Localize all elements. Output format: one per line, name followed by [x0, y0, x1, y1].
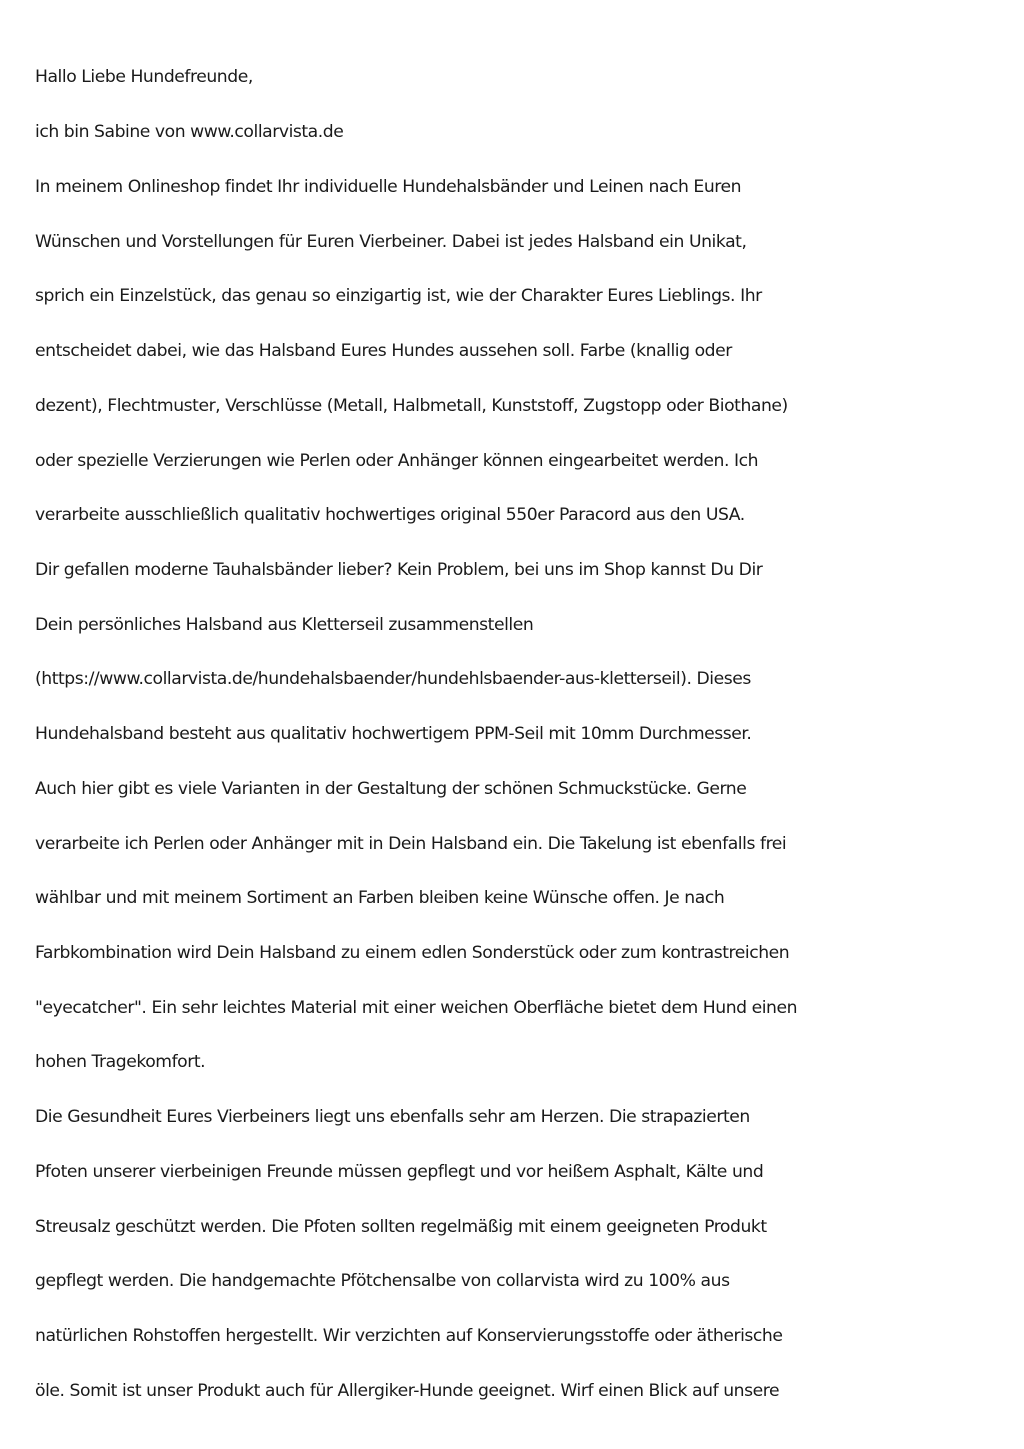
text-line: Auch hier gibt es viele Varianten in der Gestaltung der schönen Schmuckstücke. Gerne [35, 779, 747, 799]
text-line: oder spezielle Verzierungen wie Perlen oder Anhänger können eingearbeitet werden. Ich [35, 451, 759, 471]
text-line: dezent), Flechtmuster, Verschlüsse (Metall, Halbmetall, Kunststoff, Zugstopp oder Biothane) [35, 396, 788, 416]
text-line: Streusalz geschützt werden. Die Pfoten sollten regelmäßig mit einem geeigneten Produkt [35, 1217, 767, 1237]
text-line: natürlichen Rohstoffen hergestellt. Wir verzichten auf Konservierungsstoffe oder ätherische [35, 1326, 783, 1346]
text-line: öle. Somit ist unser Produkt auch für Allergiker-Hunde geeignet. Wirf einen Blick auf unsere [35, 1381, 780, 1401]
text-line: ich bin Sabine von www.collarvista.de [35, 122, 344, 142]
text-line: hohen Tragekomfort. [35, 1052, 206, 1072]
text-line: Wünschen und Vorstellungen für Euren Vierbeiner. Dabei ist jedes Halsband ein Unikat, [35, 232, 747, 252]
text-line: Pfoten unserer vierbeinigen Freunde müssen gepflegt und vor heißem Asphalt, Kälte und [35, 1162, 764, 1182]
text-line: sprich ein Einzelstück, das genau so einzigartig ist, wie der Charakter Eures Lieblings. Ihr [35, 286, 762, 306]
text-line: gepflegt werden. Die handgemachte Pfötchensalbe von collarvista wird zu 100% aus [35, 1271, 730, 1291]
text-line: verarbeite ich Perlen oder Anhänger mit in Dein Halsband ein. Die Takelung ist ebenfalls frei [35, 834, 787, 854]
text-line: entscheidet dabei, wie das Halsband Eures Hundes aussehen soll. Farbe (knallig oder [35, 341, 732, 361]
link-text-line: (https://www.collarvista.de/hundehalsbaender/hundehlsbaender-aus-kletterseil). Dieses [35, 669, 751, 689]
text-line: "eyecatcher". Ein sehr leichtes Material mit einer weichen Oberfläche bietet dem Hund einen [35, 998, 798, 1018]
text-line: Hallo Liebe Hundefreunde, [35, 67, 253, 87]
text-line: Dir gefallen moderne Tauhalsbänder lieber? Kein Problem, bei uns im Shop kannst Du Dir [35, 560, 763, 580]
text-line: Dein persönliches Halsband aus Kletterseil zusammenstellen [35, 615, 534, 635]
text-line: Die Gesundheit Eures Vierbeiners liegt uns ebenfalls sehr am Herzen. Die strapazierten [35, 1107, 750, 1127]
text-line: verarbeite ausschließlich qualitativ hochwertiges original 550er Paracord aus den USA. [35, 505, 745, 525]
text-line: Hundehalsband besteht aus qualitativ hochwertigem PPM-Seil mit 10mm Durchmesser. [35, 724, 752, 744]
text-line: In meinem Onlineshop findet Ihr individuelle Hundehalsbänder und Leinen nach Euren [35, 177, 742, 197]
text-line: Farbkombination wird Dein Halsband zu einem edlen Sonderstück oder zum kontrastreichen [35, 943, 790, 963]
text-line: wählbar und mit meinem Sortiment an Farben bleiben keine Wünsche offen. Je nach [35, 888, 725, 908]
